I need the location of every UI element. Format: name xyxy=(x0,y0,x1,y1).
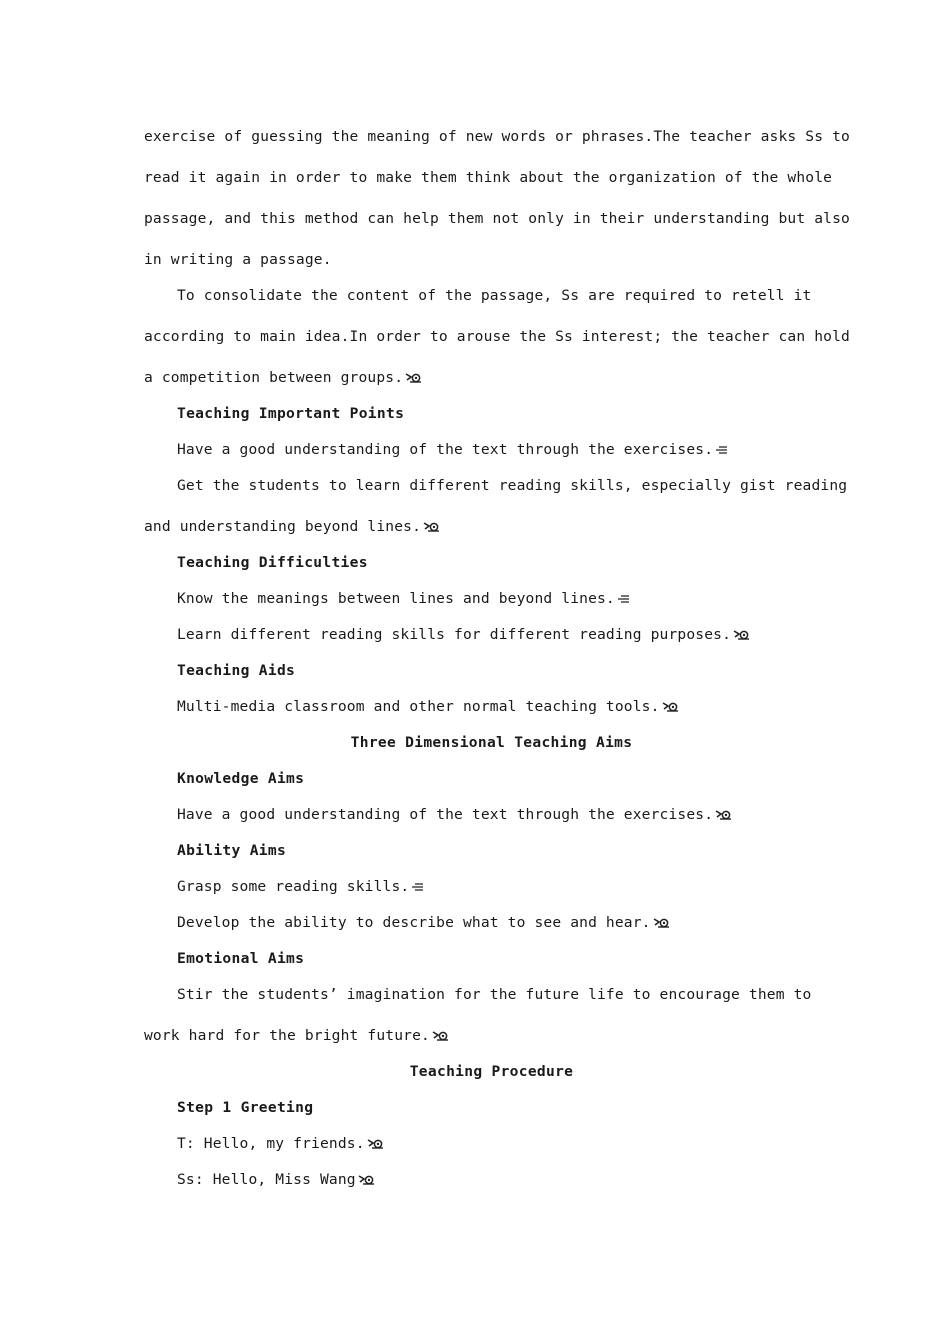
body-text: Multi-media classroom and other normal teaching tools. xyxy=(177,698,660,715)
body-text: work hard for the bright future. xyxy=(144,1027,430,1044)
paragraph-mark-icon xyxy=(432,1030,450,1042)
body-text: Grasp some reading skills. xyxy=(177,878,410,895)
section-heading: Teaching Important Points xyxy=(177,405,405,422)
paragraph-mark-icon xyxy=(423,521,441,533)
body-text: Have a good understanding of the text through the exercises. xyxy=(177,441,714,458)
body-text-line xyxy=(177,589,806,609)
body-text: a competition between groups. xyxy=(144,369,404,386)
body-text: T: Hello, my friends. xyxy=(177,1135,365,1152)
paragraph-mark-icon xyxy=(733,629,751,641)
body-text-line xyxy=(144,517,806,537)
body-text-line: Stir the students’ imagination for the future life to encourage them to xyxy=(177,986,812,1003)
section-heading: Knowledge Aims xyxy=(177,770,305,787)
body-text-line xyxy=(177,697,806,717)
line-break-mark-icon xyxy=(411,881,425,893)
body-text: Develop the ability to describe what to see and hear. xyxy=(177,914,651,931)
body-text: and understanding beyond lines. xyxy=(144,518,422,535)
body-text-line: exercise of guessing the meaning of new words or phrases.The teacher asks Ss to xyxy=(144,128,850,145)
section-heading: Step 1 Greeting xyxy=(177,1099,314,1116)
body-text-line: read it again in order to make them think about the organization of the whole xyxy=(144,169,833,186)
body-text-line: according to main idea.In order to arouse the Ss interest; the teacher can hold xyxy=(144,328,850,345)
body-text-line: in writing a passage. xyxy=(144,251,332,268)
body-text: Have a good understanding of the text through the exercises. xyxy=(177,806,714,823)
paragraph-mark-icon xyxy=(653,917,671,929)
dialogue-line xyxy=(177,1170,806,1190)
section-heading: Teaching Aids xyxy=(177,662,296,679)
line-break-mark-icon xyxy=(715,444,729,456)
paragraph-mark-icon xyxy=(715,809,733,821)
dialogue-line xyxy=(177,1134,806,1154)
body-text: Learn different reading skills for different reading purposes. xyxy=(177,626,732,643)
body-text-line xyxy=(177,440,806,460)
section-heading: Teaching Difficulties xyxy=(177,554,368,571)
section-heading: Emotional Aims xyxy=(177,950,305,967)
body-text-line xyxy=(144,1026,806,1046)
body-text-line xyxy=(177,913,806,933)
section-title: Three Dimensional Teaching Aims xyxy=(350,734,633,751)
section-heading: Ability Aims xyxy=(177,842,287,859)
paragraph-mark-icon xyxy=(367,1138,385,1150)
body-text: Ss: Hello, Miss Wang xyxy=(177,1171,356,1188)
body-text-line: To consolidate the content of the passage, Ss are required to retell it xyxy=(177,287,812,304)
paragraph-mark-icon xyxy=(358,1174,376,1186)
paragraph-mark-icon xyxy=(662,701,680,713)
body-text-line xyxy=(177,805,806,825)
body-text-line xyxy=(144,368,806,388)
body-text-line: Get the students to learn different reading skills, especially gist reading xyxy=(177,477,848,494)
body-text-line: passage, and this method can help them not only in their understanding but also xyxy=(144,210,850,227)
section-title: Teaching Procedure xyxy=(409,1063,574,1080)
body-text-line xyxy=(177,625,806,645)
body-text-line xyxy=(177,877,806,897)
paragraph-mark-icon xyxy=(405,372,423,384)
line-break-mark-icon xyxy=(617,593,631,605)
body-text: Know the meanings between lines and beyond lines. xyxy=(177,590,615,607)
